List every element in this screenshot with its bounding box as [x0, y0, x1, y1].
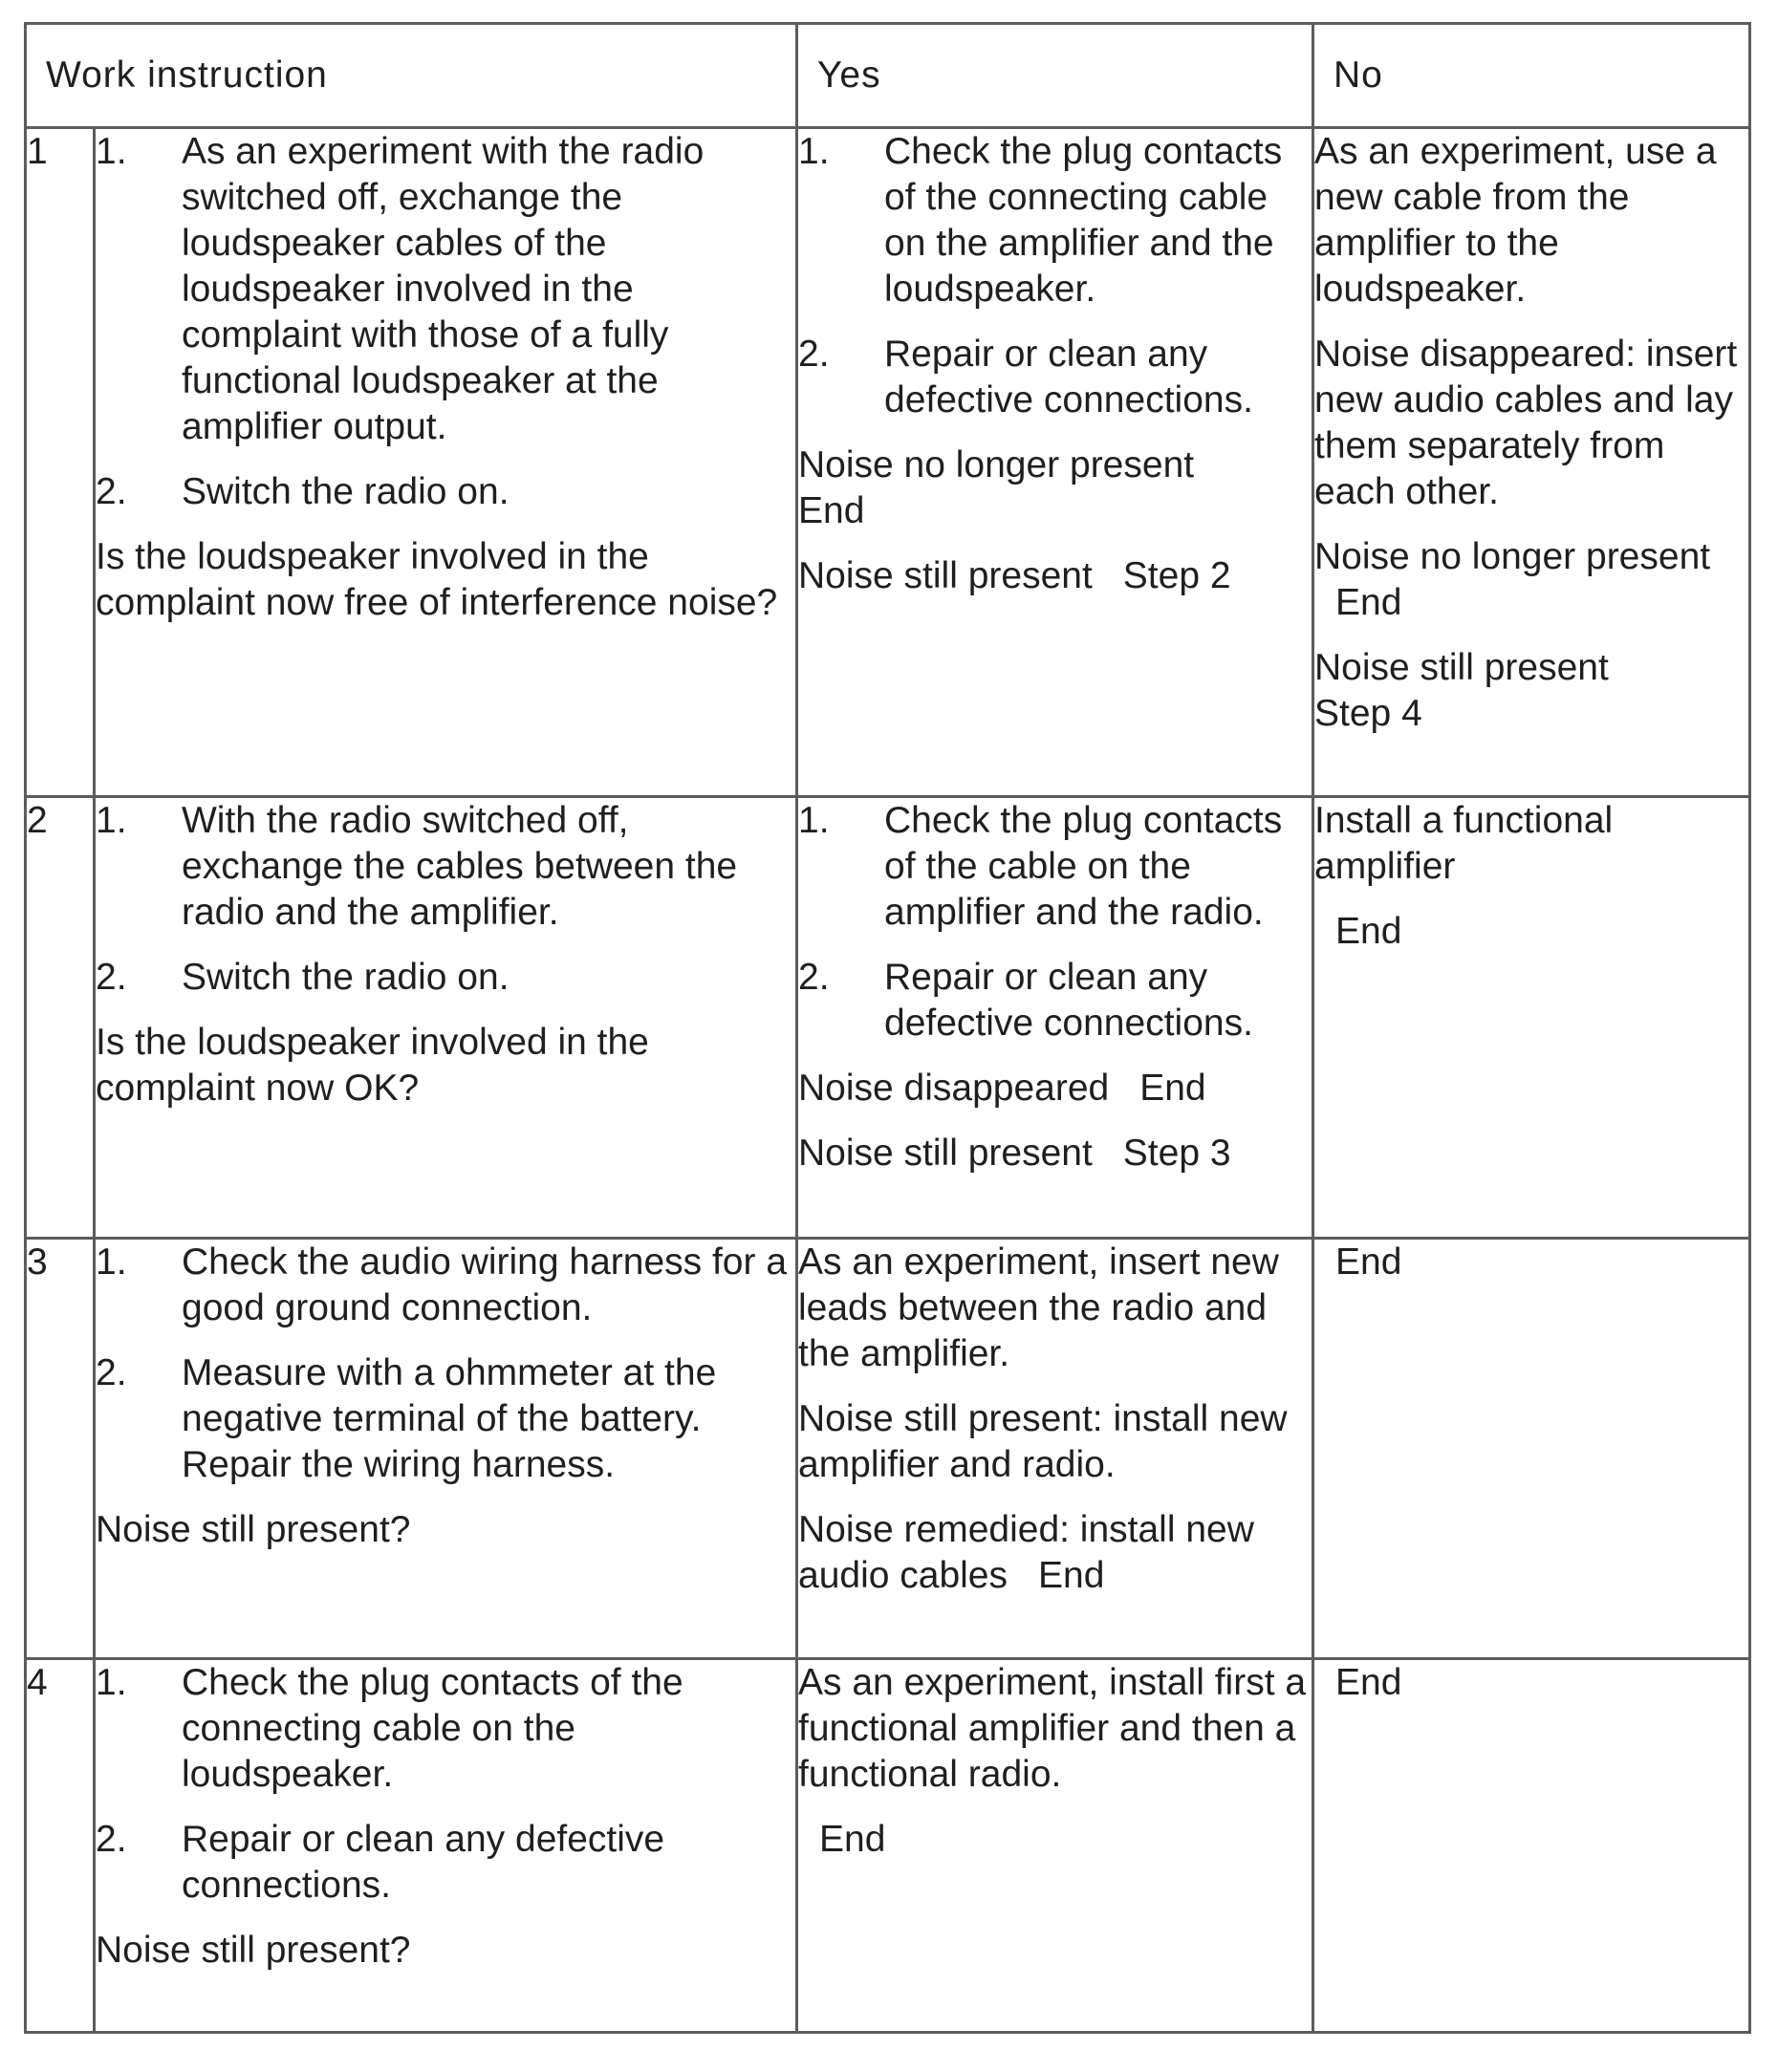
no-outcome-target: End: [1335, 1241, 1402, 1283]
step-text: Check the plug contacts of the cable on the amplifier and the radio.: [884, 800, 1283, 933]
yes-outcome-target: End: [819, 1819, 886, 1860]
yes-cell: [797, 797, 1313, 1239]
step-text: Repair or clean any defective connections.: [182, 1819, 665, 1906]
no-outcome-target: End: [1335, 1662, 1402, 1703]
yes-outcome: [798, 1507, 1312, 1599]
outcome-text: Noise no longer present: [1314, 536, 1711, 577]
step-number: 3: [26, 1239, 95, 1659]
step-index: 1.: [96, 1662, 127, 1703]
no-text: Install a functional amplifier: [1314, 800, 1614, 887]
yes-text: As an experiment, insert new leads between the radio and the amplifier.: [798, 1241, 1279, 1374]
no-outcome: [1314, 534, 1748, 626]
step-text: As an experiment with the radio switched off, exchange the loudspeaker cables of the loudspeaker involved in the complaint with those of a fully functional loudspeaker at the amplifier output.: [182, 131, 705, 447]
yes-outcome: [798, 442, 1312, 534]
step-index: 2.: [96, 1819, 127, 1860]
outcome-target: Step 4: [1314, 693, 1422, 734]
step-index: 2.: [96, 957, 127, 998]
outcome-text: Noise remedied: install new audio cables: [798, 1509, 1254, 1596]
outcome-text: Noise still present: [1314, 647, 1609, 688]
yes-outcome: [798, 1131, 1312, 1176]
step-text: Check the plug contacts of the connecting cable on the amplifier and the loudspeaker.: [884, 131, 1283, 310]
yes-cell: [797, 128, 1313, 797]
no-text: Noise disappeared: insert new audio cables and lay them separately from each other.: [1314, 334, 1738, 512]
step-number: 1: [26, 128, 95, 797]
table-row: [26, 1659, 1750, 2033]
instruction-cell: [95, 128, 797, 797]
table-row: [26, 1239, 1750, 1659]
outcome-target: Step 2: [1122, 555, 1231, 596]
outcome-text: Noise still present: [798, 555, 1093, 596]
table-row: [26, 797, 1750, 1239]
step-text: Switch the radio on.: [182, 957, 510, 998]
no-outcome-target: End: [1335, 911, 1402, 952]
no-text: As an experiment, use a new cable from the amplifier to the loudspeaker.: [1314, 131, 1717, 310]
instruction-question: Noise still present?: [96, 1930, 411, 1971]
step-text: Repair or clean any defective connections.: [884, 334, 1253, 421]
instruction-step: [96, 129, 795, 450]
outcome-text: Noise disappeared: [798, 1068, 1110, 1109]
no-outcome: [1314, 645, 1748, 737]
yes-text: Noise still present: install new amplifier and radio.: [798, 1398, 1288, 1485]
step-index: 1.: [798, 131, 830, 172]
instruction-cell: [95, 797, 797, 1239]
instruction-cell: [95, 1659, 797, 2033]
step-index: 1.: [798, 800, 830, 841]
header-row: [26, 24, 1750, 128]
step-index: 1.: [96, 1241, 127, 1283]
instruction-step: [96, 1660, 795, 1798]
outcome-text: Noise no longer present: [798, 444, 1195, 486]
table-row: [26, 128, 1750, 797]
yes-step: [798, 955, 1312, 1047]
yes-cell: [797, 1239, 1313, 1659]
work-instruction-table: [24, 22, 1751, 2034]
header-work-instruction: Work instruction: [26, 24, 797, 128]
step-text: With the radio switched off, exchange the cables between the radio and the amplifier.: [182, 800, 738, 933]
instruction-step: [96, 1350, 795, 1488]
no-cell: [1313, 1239, 1750, 1659]
step-index: 2.: [798, 957, 830, 998]
instruction-cell: [95, 1239, 797, 1659]
yes-step: [798, 798, 1312, 936]
outcome-target: End: [1038, 1555, 1105, 1596]
instruction-question: Noise still present?: [96, 1509, 411, 1550]
yes-step: [798, 129, 1312, 313]
no-cell: [1313, 797, 1750, 1239]
instruction-step: [96, 1240, 795, 1331]
outcome-target: Step 3: [1122, 1133, 1231, 1174]
step-text: Switch the radio on.: [182, 471, 510, 512]
step-number: 4: [26, 1659, 95, 2033]
yes-text: As an experiment, install first a functional amplifier and then a functional radio.: [798, 1662, 1307, 1795]
instruction-question: Is the loudspeaker involved in the complaint now free of interference noise?: [96, 536, 778, 623]
instruction-step: [96, 798, 795, 936]
step-index: 2.: [798, 334, 830, 375]
yes-outcome: [798, 1066, 1312, 1112]
instruction-step: [96, 469, 795, 515]
step-index: 1.: [96, 800, 127, 841]
step-index: 2.: [96, 471, 127, 512]
outcome-text: Noise still present: [798, 1133, 1093, 1174]
yes-step: [798, 332, 1312, 423]
step-text: Check the audio wiring harness for a good ground connection.: [182, 1241, 788, 1328]
no-cell: [1313, 1659, 1750, 2033]
step-text: Repair or clean any defective connections.: [884, 957, 1253, 1044]
no-cell: [1313, 128, 1750, 797]
instruction-step: [96, 955, 795, 1001]
step-text: Measure with a ohmmeter at the negative terminal of the battery. Repair the wiring harness.: [182, 1352, 717, 1485]
yes-outcome: [798, 553, 1312, 599]
header-yes: Yes: [797, 24, 1313, 128]
outcome-target: End: [1335, 582, 1402, 623]
step-index: 1.: [96, 131, 127, 172]
step-index: 2.: [96, 1352, 127, 1393]
outcome-target: End: [798, 490, 865, 531]
yes-cell: [797, 1659, 1313, 2033]
outcome-target: End: [1139, 1068, 1206, 1109]
instruction-step: [96, 1817, 795, 1909]
header-no: No: [1313, 24, 1750, 128]
step-text: Check the plug contacts of the connecting cable on the loudspeaker.: [182, 1662, 683, 1795]
step-number: 2: [26, 797, 95, 1239]
instruction-question: Is the loudspeaker involved in the complaint now OK?: [96, 1022, 649, 1109]
